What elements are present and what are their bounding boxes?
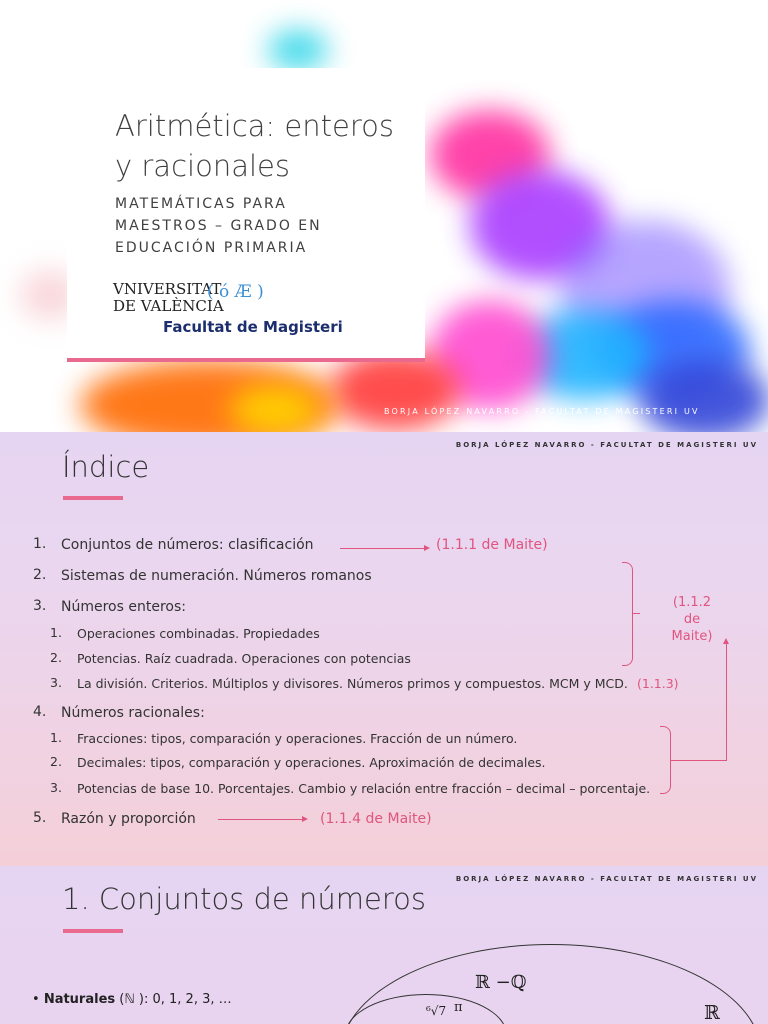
- table-of-contents: [0, 432, 768, 866]
- arrow-right-icon: [424, 545, 430, 551]
- connector-line: [726, 644, 727, 761]
- presentation-subtitle: [115, 193, 322, 259]
- arrow-line: [340, 548, 424, 549]
- real-set-label: ℝ: [704, 1002, 720, 1024]
- toc-number: 5.: [33, 810, 47, 826]
- index-slide: [0, 432, 768, 866]
- title-line: y racionales: [115, 149, 290, 183]
- toc-note: (1.1.4 de Maite): [320, 811, 432, 827]
- subtitle-line: MATEMÁTICAS PARA: [115, 196, 287, 212]
- sets-slide: [0, 866, 768, 1024]
- bracket: [622, 562, 633, 666]
- bracket-note: [664, 594, 720, 645]
- toc-note: (1.1.3): [637, 676, 679, 691]
- toc-subitem[interactable]: Decimales: tipos, comparación y operaciones. Aproximación de decimales.: [77, 755, 546, 770]
- subtitle-line: EDUCACIÓN PRIMARIA: [115, 240, 308, 256]
- bracket-note-line: (1.1.2 de: [672, 595, 712, 627]
- toc-subitem[interactable]: Fracciones: tipos, comparación y operaciones. Fracción de un número.: [77, 731, 518, 746]
- title-card: [67, 68, 425, 362]
- toc-number: 4.: [33, 704, 47, 720]
- title-slide: [0, 0, 768, 432]
- toc-number: 2.: [50, 650, 62, 665]
- toc-number: 3.: [33, 598, 47, 614]
- toc-number: 3.: [50, 780, 62, 795]
- paint-splash: [330, 350, 460, 430]
- university-seal-icon: ( ó Æ ): [207, 282, 264, 302]
- paint-splash: [268, 30, 328, 70]
- toc-subitem[interactable]: Operaciones combinadas. Propiedades: [77, 626, 320, 641]
- slide-header: BORJA LÓPEZ NAVARRO - FACULTAT DE MAGISTERI UV: [455, 441, 758, 449]
- pi-symbol: π: [454, 1000, 463, 1015]
- toc-number: 1.: [50, 625, 62, 640]
- title-underline: [63, 929, 123, 933]
- toc-item[interactable]: Sistemas de numeración. Números romanos: [61, 568, 372, 584]
- toc-number: 1.: [33, 536, 47, 552]
- bullet-naturales: • Naturales (ℕ ): 0, 1, 2, 3, …: [32, 992, 232, 1007]
- root-symbol: ⁶√7: [426, 1004, 447, 1018]
- logo-text: DE VALÈNCIA: [113, 297, 224, 315]
- slide-header: BORJA LÓPEZ NAVARRO - FACULTAT DE MAGISTERI UV: [455, 875, 758, 883]
- connector-line: [670, 760, 726, 761]
- slide-title: 1. Conjuntos de números: [62, 882, 426, 916]
- toc-item[interactable]: Números racionales:: [61, 705, 205, 721]
- title-line: Aritmética: enteros: [115, 109, 394, 143]
- toc-number: 2.: [50, 754, 62, 769]
- bracket-note-line: Maite): [671, 629, 713, 644]
- arrow-line: [218, 819, 302, 820]
- irrational-set-label: ℝ −ℚ: [475, 972, 527, 993]
- slide-title: Índice: [62, 450, 150, 484]
- toc-number: 1.: [50, 730, 62, 745]
- accent-bar: [67, 358, 425, 362]
- subtitle-line: MAESTROS – GRADO EN: [115, 218, 322, 234]
- toc-subitem[interactable]: La división. Criterios. Múltiplos y divisores. Números primos y compuestos. MCM y MCD.: [77, 676, 628, 691]
- faculty-logo: Facultat de Magisteri: [163, 318, 343, 336]
- toc-note: (1.1.1 de Maite): [436, 537, 548, 553]
- toc-subitem[interactable]: Potencias. Raíz cuadrada. Operaciones con potencias: [77, 651, 411, 666]
- logo-text: VNIVERSITAT: [113, 280, 222, 298]
- bullet-text: (ℕ ): 0, 1, 2, 3, …: [119, 992, 232, 1007]
- arrow-right-icon: [302, 816, 308, 822]
- toc-item[interactable]: Números enteros:: [61, 599, 186, 615]
- bullet-label: Naturales: [43, 992, 116, 1007]
- presentation-title: [115, 106, 394, 186]
- paint-splash: [230, 385, 320, 432]
- toc-item[interactable]: Conjuntos de números: clasificación: [61, 537, 314, 553]
- toc-subitem[interactable]: Potencias de base 10. Porcentajes. Cambio y relación entre fracción – decimal – porcentaje.: [77, 781, 651, 796]
- paint-splash: [640, 360, 768, 432]
- slide-footer: BORJA LÓPEZ NAVARRO - FACULTAT DE MAGISTERI UV: [384, 407, 700, 416]
- arrow-up-icon: [723, 638, 729, 644]
- bracket-tick: [632, 613, 640, 614]
- toc-item[interactable]: Razón y proporción: [61, 811, 196, 827]
- toc-number: 3.: [50, 675, 62, 690]
- toc-number: 2.: [33, 567, 47, 583]
